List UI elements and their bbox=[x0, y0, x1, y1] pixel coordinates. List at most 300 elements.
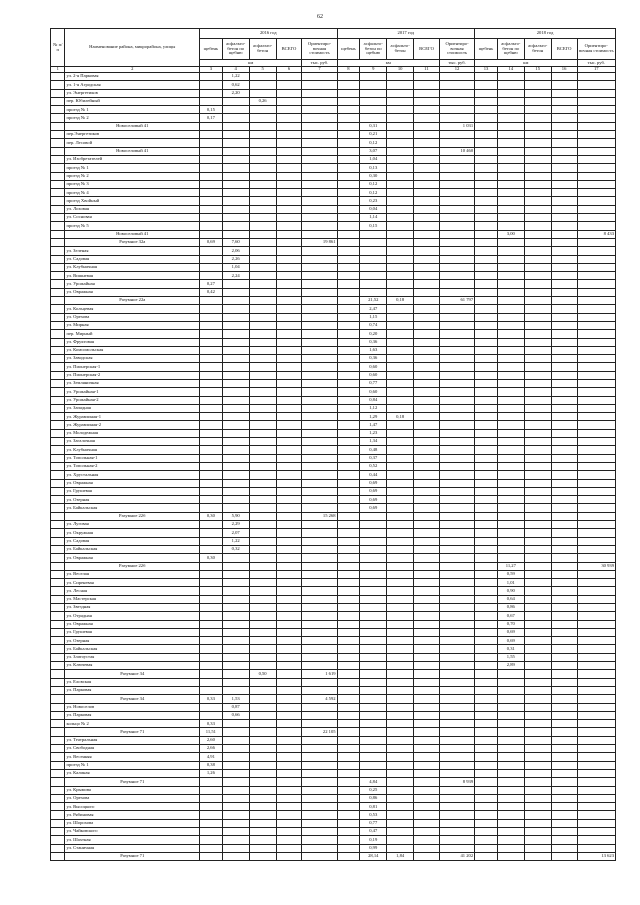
length-cell: 0,64 bbox=[497, 595, 524, 603]
year-2017-header: 2017 год bbox=[337, 29, 475, 39]
length-cell bbox=[387, 346, 414, 354]
length-cell bbox=[337, 114, 360, 122]
column-number: 4 bbox=[222, 67, 249, 73]
cost-cell bbox=[302, 662, 337, 670]
street-name: ул. 1-я Агродская bbox=[65, 81, 200, 89]
length-cell bbox=[337, 429, 360, 437]
length-cell bbox=[387, 471, 414, 479]
table-row bbox=[51, 438, 616, 446]
length-cell bbox=[276, 844, 302, 852]
length-cell bbox=[497, 471, 524, 479]
table-row bbox=[51, 73, 616, 81]
cost-cell bbox=[577, 579, 615, 587]
length-cell bbox=[414, 297, 440, 305]
street-name: ул. Комсомольская bbox=[65, 346, 200, 354]
length-cell: 0,36 bbox=[360, 355, 387, 363]
row-number-cell bbox=[51, 595, 65, 603]
length-cell bbox=[497, 73, 524, 81]
length-cell bbox=[200, 404, 223, 412]
length-cell bbox=[524, 828, 551, 836]
length-cell bbox=[276, 836, 302, 844]
length-cell bbox=[414, 761, 440, 769]
cost-cell bbox=[302, 338, 337, 346]
length-cell bbox=[337, 205, 360, 213]
row-number-cell bbox=[51, 89, 65, 97]
length-cell bbox=[337, 214, 360, 222]
cost-cell bbox=[577, 479, 615, 487]
cost-cell bbox=[439, 222, 474, 230]
length-cell bbox=[475, 811, 498, 819]
length-cell bbox=[276, 446, 302, 454]
cost-cell bbox=[439, 247, 474, 255]
cost-cell bbox=[439, 230, 474, 238]
length-cell bbox=[387, 786, 414, 794]
col-name-header: Наименование района, микрорайона, улицы bbox=[65, 29, 200, 67]
length-cell bbox=[249, 504, 276, 512]
length-cell bbox=[475, 595, 498, 603]
length-cell bbox=[551, 172, 577, 180]
length-cell bbox=[337, 579, 360, 587]
subtotal-row bbox=[51, 562, 616, 570]
street-name: проезд № 4 bbox=[65, 189, 200, 197]
cost-cell bbox=[439, 214, 474, 222]
length-cell bbox=[475, 106, 498, 114]
cost-cell bbox=[577, 803, 615, 811]
table-row bbox=[51, 155, 616, 163]
column-number: 8 bbox=[337, 67, 360, 73]
cost-cell bbox=[439, 205, 474, 213]
length-cell bbox=[497, 736, 524, 744]
row-number-cell bbox=[51, 844, 65, 852]
length-cell bbox=[475, 388, 498, 396]
length-cell bbox=[337, 155, 360, 163]
length-cell: 2,47 bbox=[360, 305, 387, 313]
length-cell bbox=[414, 695, 440, 703]
cost-cell bbox=[577, 537, 615, 545]
table-row bbox=[51, 554, 616, 562]
length-cell bbox=[387, 496, 414, 504]
length-cell bbox=[551, 487, 577, 495]
length-cell: 11,51 bbox=[200, 728, 223, 736]
length-cell: 0,62 bbox=[222, 81, 249, 89]
sub-header: асфальто-бетон по щебню bbox=[222, 39, 249, 60]
length-cell bbox=[249, 321, 276, 329]
length-cell: 1,53 bbox=[222, 695, 249, 703]
table-row bbox=[51, 537, 616, 545]
length-cell bbox=[497, 255, 524, 263]
length-cell bbox=[276, 346, 302, 354]
length-cell bbox=[497, 504, 524, 512]
length-cell bbox=[337, 97, 360, 105]
length-cell bbox=[414, 172, 440, 180]
length-cell bbox=[200, 570, 223, 578]
cost-cell bbox=[439, 819, 474, 827]
length-cell bbox=[551, 263, 577, 271]
row-number-cell bbox=[51, 280, 65, 288]
street-name: ул. Энергетиков bbox=[65, 89, 200, 97]
length-cell bbox=[276, 81, 302, 89]
length-cell bbox=[200, 462, 223, 470]
length-cell bbox=[276, 305, 302, 313]
length-cell: 0,69 bbox=[497, 628, 524, 636]
cost-cell bbox=[439, 728, 474, 736]
length-cell bbox=[551, 379, 577, 387]
length-cell bbox=[475, 404, 498, 412]
length-cell bbox=[551, 454, 577, 462]
length-cell bbox=[497, 728, 524, 736]
cost-cell bbox=[577, 139, 615, 147]
cost-cell bbox=[439, 280, 474, 288]
length-cell bbox=[387, 745, 414, 753]
length-cell bbox=[360, 230, 387, 238]
length-cell bbox=[475, 736, 498, 744]
length-cell bbox=[249, 330, 276, 338]
length-cell: 0,69 bbox=[360, 496, 387, 504]
cost-cell bbox=[577, 97, 615, 105]
length-cell bbox=[337, 487, 360, 495]
length-cell bbox=[414, 214, 440, 222]
length-cell bbox=[475, 396, 498, 404]
length-cell bbox=[524, 255, 551, 263]
length-cell bbox=[337, 73, 360, 81]
unit-cost: тыс. руб. bbox=[577, 60, 615, 67]
cost-cell bbox=[577, 653, 615, 661]
cost-cell bbox=[439, 745, 474, 753]
length-cell bbox=[337, 222, 360, 230]
length-cell bbox=[497, 263, 524, 271]
length-cell bbox=[524, 330, 551, 338]
cost-cell bbox=[302, 620, 337, 628]
length-cell bbox=[387, 836, 414, 844]
length-cell bbox=[524, 297, 551, 305]
cost-cell bbox=[439, 172, 474, 180]
length-cell bbox=[249, 496, 276, 504]
length-cell bbox=[200, 620, 223, 628]
street-name: ул. Еловская bbox=[65, 678, 200, 686]
length-cell bbox=[337, 562, 360, 570]
street-name: ул. Пионерская-1 bbox=[65, 363, 200, 371]
length-cell: 0,18 bbox=[387, 297, 414, 305]
length-cell bbox=[360, 106, 387, 114]
length-cell bbox=[249, 106, 276, 114]
cost-cell bbox=[577, 114, 615, 122]
length-cell bbox=[551, 288, 577, 296]
cost-cell bbox=[302, 247, 337, 255]
cost-cell bbox=[302, 794, 337, 802]
length-cell bbox=[200, 803, 223, 811]
cost-cell bbox=[439, 811, 474, 819]
length-cell bbox=[551, 89, 577, 97]
length-cell bbox=[414, 595, 440, 603]
row-number-cell bbox=[51, 645, 65, 653]
length-cell bbox=[200, 562, 223, 570]
length-cell bbox=[551, 222, 577, 230]
length-cell bbox=[551, 711, 577, 719]
street-name: ул. Байкальская bbox=[65, 645, 200, 653]
row-number-cell bbox=[51, 404, 65, 412]
cost-cell bbox=[577, 280, 615, 288]
length-cell bbox=[414, 803, 440, 811]
column-number: 5 bbox=[249, 67, 276, 73]
length-cell bbox=[387, 736, 414, 744]
length-cell bbox=[524, 247, 551, 255]
table-row bbox=[51, 637, 616, 645]
length-cell bbox=[551, 761, 577, 769]
cost-cell bbox=[577, 89, 615, 97]
length-cell bbox=[249, 114, 276, 122]
length-cell bbox=[222, 769, 249, 777]
length-cell bbox=[475, 645, 498, 653]
cost-cell bbox=[439, 238, 474, 246]
length-cell bbox=[276, 255, 302, 263]
cost-cell bbox=[439, 579, 474, 587]
length-cell bbox=[337, 769, 360, 777]
table-row bbox=[51, 753, 616, 761]
length-cell bbox=[414, 346, 440, 354]
cost-cell bbox=[439, 753, 474, 761]
length-cell: 2,89 bbox=[497, 662, 524, 670]
length-cell bbox=[360, 521, 387, 529]
cost-cell bbox=[577, 587, 615, 595]
table-row bbox=[51, 504, 616, 512]
length-cell bbox=[475, 297, 498, 305]
length-cell bbox=[200, 371, 223, 379]
row-number-cell bbox=[51, 81, 65, 89]
row-number-cell bbox=[51, 670, 65, 678]
cost-cell bbox=[439, 645, 474, 653]
table-row bbox=[51, 579, 616, 587]
length-cell bbox=[387, 521, 414, 529]
length-cell bbox=[524, 761, 551, 769]
cost-cell bbox=[302, 288, 337, 296]
cost-cell bbox=[439, 155, 474, 163]
street-name: ул. Овражная bbox=[65, 288, 200, 296]
length-cell bbox=[414, 736, 440, 744]
cost-cell bbox=[302, 471, 337, 479]
length-cell bbox=[475, 214, 498, 222]
length-cell bbox=[276, 238, 302, 246]
table-row bbox=[51, 828, 616, 836]
cost-cell bbox=[439, 803, 474, 811]
length-cell bbox=[475, 537, 498, 545]
street-name: ул. Свободная bbox=[65, 745, 200, 753]
length-cell bbox=[551, 272, 577, 280]
length-cell bbox=[337, 238, 360, 246]
length-cell bbox=[200, 836, 223, 844]
length-cell bbox=[222, 438, 249, 446]
length-cell bbox=[387, 728, 414, 736]
row-number-cell bbox=[51, 487, 65, 495]
district-name: Разумное 71 bbox=[65, 778, 200, 786]
cost-cell bbox=[302, 745, 337, 753]
length-cell bbox=[337, 305, 360, 313]
length-cell bbox=[337, 728, 360, 736]
length-cell bbox=[249, 811, 276, 819]
length-cell bbox=[337, 371, 360, 379]
length-cell bbox=[475, 438, 498, 446]
cost-cell: 4 592 bbox=[302, 695, 337, 703]
cost-cell: 8 939 bbox=[439, 778, 474, 786]
length-cell bbox=[249, 686, 276, 694]
cost-cell bbox=[302, 803, 337, 811]
length-cell bbox=[337, 180, 360, 188]
length-cell bbox=[524, 803, 551, 811]
length-cell bbox=[222, 778, 249, 786]
length-cell bbox=[387, 147, 414, 155]
length-cell: 0,69 bbox=[360, 487, 387, 495]
length-cell bbox=[475, 462, 498, 470]
length-cell bbox=[475, 703, 498, 711]
length-cell bbox=[276, 504, 302, 512]
length-cell bbox=[276, 769, 302, 777]
length-cell bbox=[524, 454, 551, 462]
length-cell: 0,42 bbox=[200, 288, 223, 296]
cost-cell bbox=[577, 106, 615, 114]
length-cell bbox=[222, 562, 249, 570]
length-cell bbox=[360, 753, 387, 761]
street-name: ул. Звездная bbox=[65, 604, 200, 612]
length-cell bbox=[387, 595, 414, 603]
length-cell bbox=[524, 686, 551, 694]
length-cell: 1,84 bbox=[387, 852, 414, 860]
length-cell bbox=[475, 786, 498, 794]
cost-cell bbox=[439, 678, 474, 686]
cost-cell bbox=[302, 529, 337, 537]
length-cell: 1,55 bbox=[497, 653, 524, 661]
length-cell bbox=[414, 321, 440, 329]
length-cell bbox=[414, 554, 440, 562]
cost-cell bbox=[577, 446, 615, 454]
length-cell bbox=[249, 429, 276, 437]
street-name: ул. Фруктовая bbox=[65, 338, 200, 346]
street-name: ул. 2-я Парковая bbox=[65, 73, 200, 81]
cost-cell: 61 797 bbox=[439, 297, 474, 305]
table-row bbox=[51, 338, 616, 346]
length-cell bbox=[249, 512, 276, 520]
street-name: ул. Рябиновая bbox=[65, 811, 200, 819]
street-name: ул. Изобретателей bbox=[65, 155, 200, 163]
table-row bbox=[51, 346, 616, 354]
length-cell bbox=[551, 720, 577, 728]
length-cell bbox=[475, 81, 498, 89]
table-row bbox=[51, 305, 616, 313]
length-cell bbox=[276, 819, 302, 827]
length-cell bbox=[524, 313, 551, 321]
length-cell bbox=[200, 355, 223, 363]
length-cell bbox=[475, 421, 498, 429]
column-number: 3 bbox=[200, 67, 223, 73]
cost-cell bbox=[439, 338, 474, 346]
length-cell bbox=[475, 711, 498, 719]
street-name: ул. Озерная bbox=[65, 496, 200, 504]
length-cell bbox=[200, 255, 223, 263]
street-name: ул. Клубничная bbox=[65, 263, 200, 271]
length-cell bbox=[475, 545, 498, 553]
length-cell bbox=[276, 711, 302, 719]
length-cell bbox=[222, 114, 249, 122]
table-row bbox=[51, 811, 616, 819]
length-cell bbox=[337, 139, 360, 147]
length-cell bbox=[222, 313, 249, 321]
length-cell bbox=[360, 562, 387, 570]
cost-cell bbox=[302, 297, 337, 305]
cost-cell bbox=[302, 504, 337, 512]
table-row bbox=[51, 836, 616, 844]
length-cell bbox=[475, 512, 498, 520]
length-cell bbox=[387, 280, 414, 288]
length-cell bbox=[360, 238, 387, 246]
cost-cell bbox=[302, 89, 337, 97]
length-cell bbox=[387, 131, 414, 139]
row-number-cell bbox=[51, 512, 65, 520]
street-name: ул. Овражная bbox=[65, 479, 200, 487]
length-cell bbox=[276, 496, 302, 504]
street-name: ул. Луговая bbox=[65, 521, 200, 529]
length-cell bbox=[337, 496, 360, 504]
length-cell: 1,29 bbox=[360, 413, 387, 421]
street-name: ул. Станичная bbox=[65, 844, 200, 852]
cost-cell bbox=[439, 769, 474, 777]
length-cell bbox=[276, 413, 302, 421]
length-cell bbox=[524, 554, 551, 562]
cost-cell bbox=[439, 73, 474, 81]
length-cell bbox=[200, 653, 223, 661]
cost-cell bbox=[439, 396, 474, 404]
length-cell bbox=[276, 645, 302, 653]
cost-cell bbox=[302, 305, 337, 313]
row-number-cell bbox=[51, 612, 65, 620]
length-cell bbox=[524, 612, 551, 620]
cost-cell bbox=[577, 529, 615, 537]
length-cell: 0,74 bbox=[360, 321, 387, 329]
table-row bbox=[51, 189, 616, 197]
length-cell bbox=[414, 728, 440, 736]
length-cell bbox=[200, 504, 223, 512]
length-cell bbox=[200, 321, 223, 329]
cost-cell bbox=[439, 263, 474, 271]
length-cell bbox=[222, 686, 249, 694]
length-cell bbox=[475, 686, 498, 694]
length-cell bbox=[249, 521, 276, 529]
length-cell bbox=[414, 678, 440, 686]
cost-cell bbox=[439, 570, 474, 578]
length-cell bbox=[222, 579, 249, 587]
length-cell bbox=[524, 711, 551, 719]
length-cell bbox=[276, 172, 302, 180]
subtotal-row bbox=[51, 297, 616, 305]
street-name: пер. Лесовой bbox=[65, 139, 200, 147]
cost-cell bbox=[439, 471, 474, 479]
length-cell bbox=[414, 421, 440, 429]
length-cell bbox=[337, 131, 360, 139]
length-cell bbox=[337, 147, 360, 155]
length-cell: 1,26 bbox=[200, 769, 223, 777]
length-cell bbox=[475, 147, 498, 155]
cost-cell bbox=[439, 429, 474, 437]
sub-header: асфальто-бетон bbox=[387, 39, 414, 60]
length-cell bbox=[524, 338, 551, 346]
table-row bbox=[51, 164, 616, 172]
length-cell bbox=[414, 844, 440, 852]
length-cell bbox=[276, 297, 302, 305]
length-cell bbox=[475, 338, 498, 346]
row-number-cell bbox=[51, 413, 65, 421]
cost-cell bbox=[302, 81, 337, 89]
length-cell bbox=[414, 653, 440, 661]
length-cell bbox=[387, 562, 414, 570]
cost-cell bbox=[302, 836, 337, 844]
length-cell bbox=[414, 703, 440, 711]
